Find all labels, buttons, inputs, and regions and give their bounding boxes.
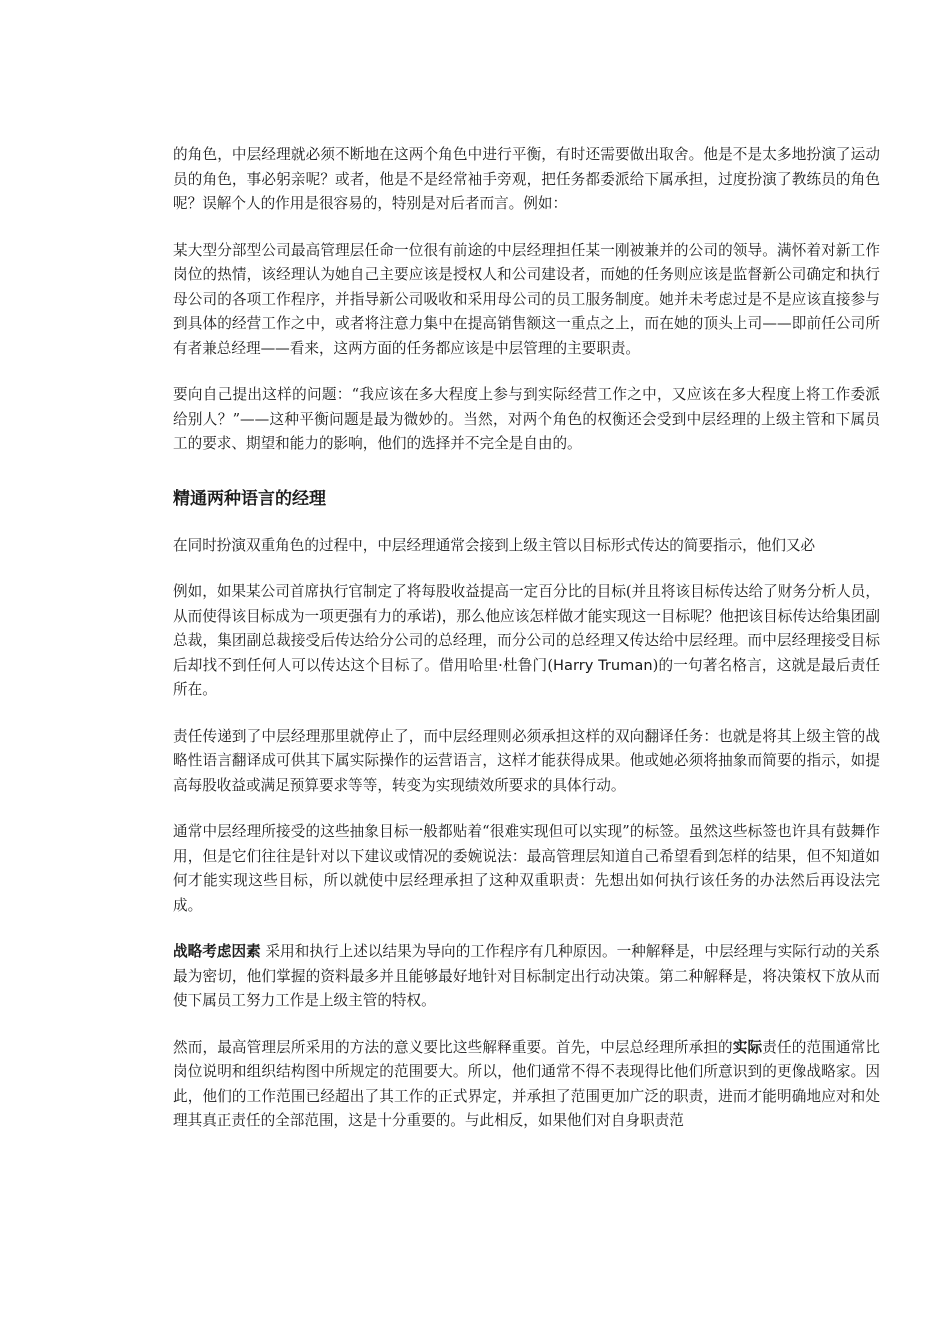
actual-emphasis: 实际	[732, 1038, 763, 1056]
paragraph-ceo-example-text: 例如，如果某公司首席执行官制定了将每股收益提高一定百分比的目标(并且将该目标传达给了财务分析人员，从而使得该目标成为一项更强有力的承诺)，那么他应该怎样做才能实现这一目标呢？他把该目标传达给集团副总裁，集团副总裁接受后传达给分公司的总经理，而分公司的总经理又传达给中层经理。而中层经理接受目标后却找不到任何人可以传达这个目标了。借用哈里·杜鲁门(	[173, 583, 880, 674]
paragraph-responsibility-scope-start: 然而，最高管理层所采用的方法的意义要比这些解释重要。首先，中层总经理所承担的	[173, 1038, 733, 1056]
section-heading: 精通两种语言的经理	[173, 488, 326, 509]
paragraph-strategic-factors	[173, 940, 880, 1014]
paragraph-abstract-goals: 通常中层经理所接受的这些抽象目标一般都贴着“很难实现但可以实现”的标签。虽然这些标签也许具有鼓舞作用，但是它们往往是针对以下建议或情况的委婉说法：最高管理层知道自己希望看到怎样的结果，但不知道如何才能实现这些目标，所以就使中层经理承担了这种双重职责：先想出如何执行该任务的办法然后再设法完成。	[173, 823, 880, 914]
paragraph-role-balance: 的角色，中层经理就必须不断地在这两个角色中进行平衡，有时还需要做出取舍。他是不是太多地扮演了运动员的角色，事必躬亲呢？或者，他是不是经常袖手旁观，把任务都委派给下属承担，过度扮演了教练员的角色呢？误解个人的作用是很容易的，特别是对后者而言。例如：	[173, 146, 880, 212]
paragraph-ceo-example	[173, 580, 880, 703]
strategic-factors-label: 战略考虑因素	[173, 943, 261, 960]
paragraph-translation-task: 责任传递到了中层经理那里就停止了，而中层经理则必须承担这样的双向翻译任务：也就是将其上级主管的战略性语言翻译成可供其下属实际操作的运营语言，这样才能获得成果。他或她必须将抽象而简要的指示，如提高每股收益或满足预算要求等等，转变为实现绩效所要求的具体行动。	[173, 727, 880, 794]
paragraph-ceo-example-end: )的一句著名格言，这就是最后责任所在。	[173, 656, 880, 698]
harry-truman-name: Harry Truman	[553, 656, 653, 674]
paragraph-dual-role-intro: 在同时扮演双重角色的过程中，中层经理通常会接到上级主管以目标形式传达的简要指示，他们又必	[173, 536, 816, 554]
paragraph-responsibility-scope	[173, 1036, 880, 1134]
paragraph-balance-question: 要向自己提出这样的问题：“我应该在多大程度上参与到实际经营工作之中，又应该在多大程度上将工作委派给别人？”——这种平衡问题是最为微妙的。当然，对两个角色的权衡还会受到中层经理的上级主管和下属员工的要求、期望和能力的影响，他们的选择并不完全是自由的。	[173, 386, 880, 452]
paragraph-case-example: 某大型分部型公司最高管理层任命一位很有前途的中层经理担任某一刚被兼并的公司的领导。满怀着对新工作岗位的热情，该经理认为她自己主要应该是授权人和公司建设者，而她的任务则应该是监督新公司确定和执行母公司的各项工作程序，并指导新公司吸收和采用母公司的员工服务制度。她并未考虑过是不是应该直接参与到具体的经营工作之中，或者将注意力集中在提高销售额这一重点之上，而在她的顶头上司——即前任公司所有者兼总经理——看来，这两方面的任务都应该是中层管理的主要职责。	[173, 241, 880, 357]
paragraph-responsibility-scope-end: 责任的范围通常比岗位说明和组织结构图中所规定的范围要大。所以，他们通常不得不表现得比他们所意识到的更像战略家。因此，他们的工作范围已经超出了其工作的正式界定，并承担了范围更加广泛的职责，进而才能明确地应对和处理其真正责任的全部范围，这是十分重要的。与此相反，如果他们对自身职责范	[173, 1038, 880, 1129]
document-page	[173, 143, 880, 1156]
paragraph-strategic-factors-text: 采用和执行上述以结果为导向的工作程序有几种原因。一种解释是，中层经理与实际行动的关系最为密切，他们掌握的资料最多并且能够最好地针对目标制定出行动决策。第二种解释是，将决策权下放从而使下属员工努力工作是上级主管的特权。	[173, 943, 880, 1009]
